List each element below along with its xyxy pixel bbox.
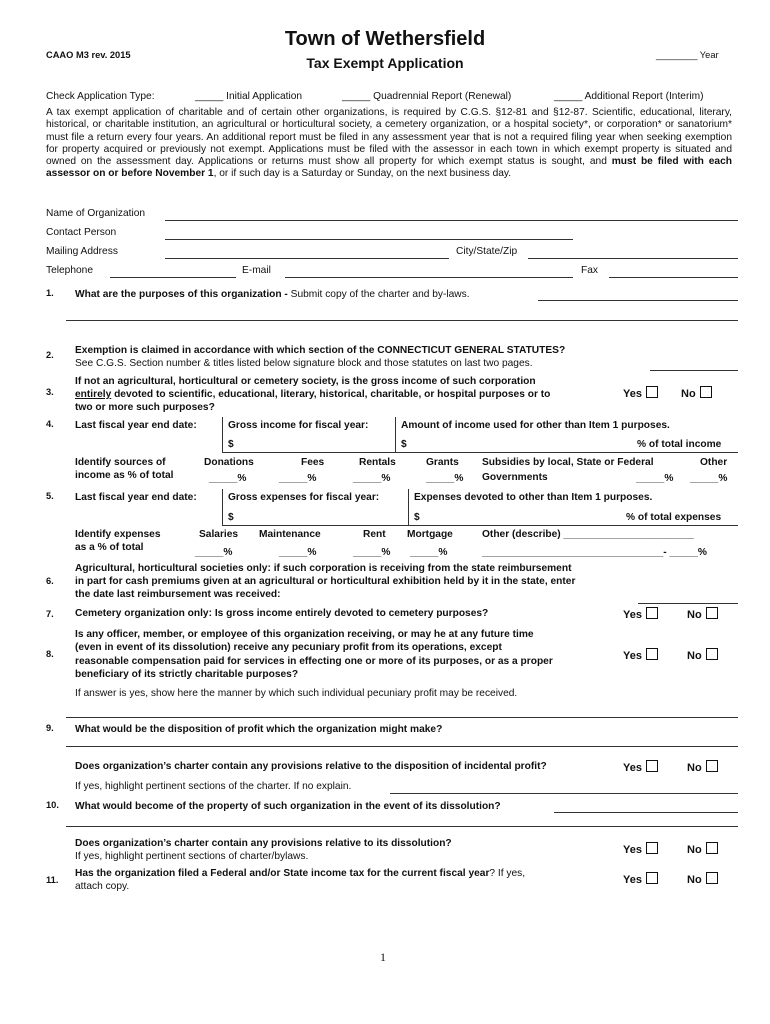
q3-line3: two or more such purposes? bbox=[75, 402, 215, 413]
q5-divider bbox=[408, 489, 409, 525]
q5-gross-dollar: $ bbox=[228, 512, 234, 523]
q5-other-pct[interactable]: ________________________________- _____% bbox=[482, 547, 707, 558]
checkbox-icon bbox=[706, 842, 718, 854]
telephone-label: Telephone bbox=[46, 265, 94, 276]
q10-number: 10. bbox=[46, 800, 59, 810]
q4-subsidies-label: Subsidies by local, State or Federal bbox=[482, 457, 654, 468]
q5-gross-expenses-label: Gross expenses for fiscal year: bbox=[228, 492, 380, 503]
q8-answer-input[interactable] bbox=[66, 717, 738, 718]
q5-mortgage-pct[interactable]: _____% bbox=[410, 547, 448, 558]
q4-divider bbox=[222, 417, 223, 452]
check-type-label: Check Application Type: bbox=[46, 91, 155, 102]
city-state-zip-input[interactable] bbox=[528, 258, 738, 259]
q5-other-label: Expenses devoted to other than Item 1 purposes. bbox=[414, 492, 653, 503]
q4-gross-income-label: Gross income for fiscal year: bbox=[228, 420, 369, 431]
q10-sub: Does organization’s charter contain any provisions relative to its dissolution? bbox=[75, 838, 452, 849]
q4-rentals-pct[interactable]: _____% bbox=[353, 473, 391, 484]
q7-no-checkbox[interactable]: No bbox=[687, 607, 718, 621]
q9-answer-input[interactable] bbox=[66, 746, 738, 747]
page-title: Town of Wethersfield bbox=[284, 28, 486, 50]
q5-mortgage-label: Mortgage bbox=[407, 529, 453, 540]
q11-yes-checkbox[interactable]: Yes bbox=[623, 872, 658, 886]
q9-sub: Does organization’s charter contain any provisions relative to the disposition of incidental profit? bbox=[75, 761, 547, 772]
q8-no-checkbox[interactable]: No bbox=[687, 648, 718, 662]
q4-governments-label: Governments bbox=[482, 472, 548, 483]
q7-text: Cemetery organization only: Is gross income entirely devoted to cemetery purposes? bbox=[75, 608, 489, 619]
q6-line2: in part for cash premiums given at an agricultural or horticultural exhibition held by it in the state, enter bbox=[75, 576, 576, 587]
q10-text: What would become of the property of such organization in the event of its dissolution? bbox=[75, 801, 501, 812]
q3-yes-checkbox[interactable]: Yes bbox=[623, 386, 658, 400]
q4-other-income-label: Other bbox=[700, 457, 728, 468]
q5-salaries-label: Salaries bbox=[199, 529, 239, 540]
checkbox-icon bbox=[646, 648, 658, 660]
q4-amount-line[interactable] bbox=[222, 452, 738, 453]
q9-number: 9. bbox=[46, 723, 54, 733]
page-subtitle: Tax Exempt Application bbox=[306, 55, 464, 71]
q5-other-describe-label[interactable]: Other (describe) _______________________ bbox=[482, 529, 694, 540]
q5-other-dollar: $ bbox=[414, 512, 420, 523]
q3-no-checkbox[interactable]: No bbox=[681, 386, 712, 400]
q5-amount-line[interactable] bbox=[222, 525, 738, 526]
checkbox-icon bbox=[706, 648, 718, 660]
q6-line3: the date last reimbursement was received: bbox=[75, 589, 281, 600]
q5-identify-label2: as a % of total bbox=[75, 542, 144, 553]
q11-number: 11. bbox=[46, 875, 59, 885]
q9-text: What would be the disposition of profit which the organization might make? bbox=[75, 724, 443, 735]
q5-maintenance-pct[interactable]: _____% bbox=[279, 547, 317, 558]
q10-answer-input[interactable] bbox=[554, 812, 738, 813]
q11-text: Has the organization filed a Federal and/or State income tax for the current fiscal year? If yes, bbox=[75, 868, 526, 879]
q8-line3: reasonable compensation paid for services in effecting one or more of its purposes, or as a proper bbox=[75, 656, 553, 667]
q4-gross-dollar: $ bbox=[228, 439, 234, 450]
checkbox-icon bbox=[646, 386, 658, 398]
intro-paragraph: A tax exempt application of charitable and of certain other organizations, is required by C.G.S. §12-81 and §12-87. Scientific, educational, literary, historical, or charitable institution, an agricultural or horticultural society, a cemetery organization, or a hospital society*, or corporation* or sanatorium* must file a return every four years. An additional report must be filed in any assessment year that is not a required filing year when seeking exemption for property acquired or previously not exempt. Applications must be filed with the assessor in each town in which exempt property is situated and owned on the assessment day. Applications or returns must show all property for which exempt status is sought, and must be filed with each assessor on or before November 1, or if such day is a Saturday or Sunday, on the next business day. bbox=[46, 107, 732, 180]
q5-identify-label1: Identify expenses bbox=[75, 529, 161, 540]
q3-line2: entirely devoted to scientific, educational, literary, historical, charitable, or hospital purposes or to bbox=[75, 389, 551, 400]
q9-no-checkbox[interactable]: No bbox=[687, 760, 718, 774]
q4-divider bbox=[395, 417, 396, 452]
org-name-label: Name of Organization bbox=[46, 208, 146, 219]
mailing-address-label: Mailing Address bbox=[46, 246, 118, 257]
checkbox-icon bbox=[700, 386, 712, 398]
q9-yes-checkbox[interactable]: Yes bbox=[623, 760, 658, 774]
q6-date-input[interactable] bbox=[638, 603, 738, 604]
q8-line1: Is any officer, member, or employee of this organization receiving, or may he at any future time bbox=[75, 629, 534, 640]
q3-number: 3. bbox=[46, 387, 54, 397]
q2-text: Exemption is claimed in accordance with which section of the CONNECTICUT GENERAL STATUTES? bbox=[75, 345, 566, 356]
q4-subsidies-pct[interactable]: _____% bbox=[636, 473, 674, 484]
q4-pct-total: % of total income bbox=[637, 439, 722, 450]
fax-input[interactable] bbox=[609, 277, 738, 278]
quadrennial-report-option[interactable]: _____ Quadrennial Report (Renewal) bbox=[342, 91, 512, 102]
q4-sources-label2: income as % of total bbox=[75, 470, 174, 481]
q2-note: See C.G.S. Section number & titles listed below signature block and those statutes on last two pages. bbox=[75, 358, 533, 369]
q10-yes-checkbox[interactable]: Yes bbox=[623, 842, 658, 856]
q4-other-label: Amount of income used for other than Item 1 purposes. bbox=[401, 420, 670, 431]
q4-rentals-label: Rentals bbox=[359, 457, 396, 468]
email-input[interactable] bbox=[285, 277, 573, 278]
contact-person-input[interactable] bbox=[165, 239, 573, 240]
q5-number: 5. bbox=[46, 491, 54, 501]
q2-number: 2. bbox=[46, 350, 54, 360]
q7-number: 7. bbox=[46, 609, 54, 619]
q4-donations-label: Donations bbox=[204, 457, 254, 468]
q5-divider bbox=[222, 489, 223, 525]
additional-report-option[interactable]: _____ Additional Report (Interim) bbox=[554, 91, 704, 102]
q10-no-checkbox[interactable]: No bbox=[687, 842, 718, 856]
q6-number: 6. bbox=[46, 576, 54, 586]
q8-line4: beneficiary of its strictly charitable purposes? bbox=[75, 669, 299, 680]
q1-text: What are the purposes of this organization - Submit copy of the charter and by-laws. bbox=[75, 289, 470, 300]
checkbox-icon bbox=[706, 760, 718, 772]
q8-note: If answer is yes, show here the manner by which such individual pecuniary profit may be received. bbox=[75, 688, 518, 699]
q5-fiscal-label: Last fiscal year end date: bbox=[75, 492, 197, 503]
checkbox-icon bbox=[646, 842, 658, 854]
q3-line1: If not an agricultural, horticultural or cemetery society, is the gross income of such corporation bbox=[75, 376, 536, 387]
q4-fiscal-label: Last fiscal year end date: bbox=[75, 420, 197, 431]
q9-explain-input[interactable] bbox=[390, 793, 738, 794]
city-state-zip-label: City/State/Zip bbox=[456, 246, 518, 257]
checkbox-icon bbox=[706, 872, 718, 884]
year-field[interactable]: ________ Year bbox=[656, 50, 719, 60]
q4-donations-pct[interactable]: _____% bbox=[209, 473, 247, 484]
q4-grants-pct[interactable]: _____% bbox=[426, 473, 464, 484]
q4-number: 4. bbox=[46, 419, 54, 429]
q1-answer-input[interactable] bbox=[538, 300, 738, 301]
q10-answer-line2[interactable] bbox=[66, 826, 738, 827]
fax-label: Fax bbox=[581, 265, 598, 276]
email-label: E-mail bbox=[242, 265, 271, 276]
q1-answer-line2[interactable] bbox=[66, 320, 738, 321]
q1-number: 1. bbox=[46, 288, 54, 298]
q7-yes-checkbox[interactable]: Yes bbox=[623, 607, 658, 621]
q8-line2: (even in event of its dissolution) receive any pecuniary profit from its operations, except bbox=[75, 642, 502, 653]
q6-line1: Agricultural, horticultural societies only: if such corporation is receiving from the state reimbursement bbox=[75, 563, 572, 574]
q8-yes-checkbox[interactable]: Yes bbox=[623, 648, 658, 662]
checkbox-icon bbox=[646, 760, 658, 772]
q11-no-checkbox[interactable]: No bbox=[687, 872, 718, 886]
initial-application-option[interactable]: _____ Initial Application bbox=[195, 91, 303, 102]
mailing-address-input[interactable] bbox=[165, 258, 449, 259]
page-number: 1 bbox=[380, 950, 386, 964]
q2-answer-input[interactable] bbox=[650, 370, 738, 371]
q10-note: If yes, highlight pertinent sections of charter/bylaws. bbox=[75, 851, 309, 862]
q4-sources-label1: Identify sources of bbox=[75, 457, 166, 468]
q4-fees-label: Fees bbox=[301, 457, 325, 468]
q4-other-dollar: $ bbox=[401, 439, 407, 450]
telephone-input[interactable] bbox=[110, 277, 236, 278]
checkbox-icon bbox=[646, 872, 658, 884]
q11-line2: attach copy. bbox=[75, 881, 130, 892]
q4-other-pct[interactable]: _____% bbox=[690, 473, 728, 484]
q5-pct-total: % of total expenses bbox=[626, 512, 722, 523]
q5-salaries-pct[interactable]: _____% bbox=[195, 547, 233, 558]
q8-number: 8. bbox=[46, 649, 54, 659]
checkbox-icon bbox=[646, 607, 658, 619]
q5-maintenance-label: Maintenance bbox=[259, 529, 321, 540]
q9-note: If yes, highlight pertinent sections of the charter. If no explain. bbox=[75, 781, 352, 792]
q5-rent-pct[interactable]: _____% bbox=[353, 547, 391, 558]
checkbox-icon bbox=[706, 607, 718, 619]
q5-rent-label: Rent bbox=[363, 529, 386, 540]
q4-fees-pct[interactable]: _____% bbox=[279, 473, 317, 484]
org-name-input[interactable] bbox=[165, 220, 738, 221]
form-id: CAAO M3 rev. 2015 bbox=[46, 50, 131, 60]
q4-grants-label: Grants bbox=[426, 457, 459, 468]
contact-person-label: Contact Person bbox=[46, 227, 117, 238]
